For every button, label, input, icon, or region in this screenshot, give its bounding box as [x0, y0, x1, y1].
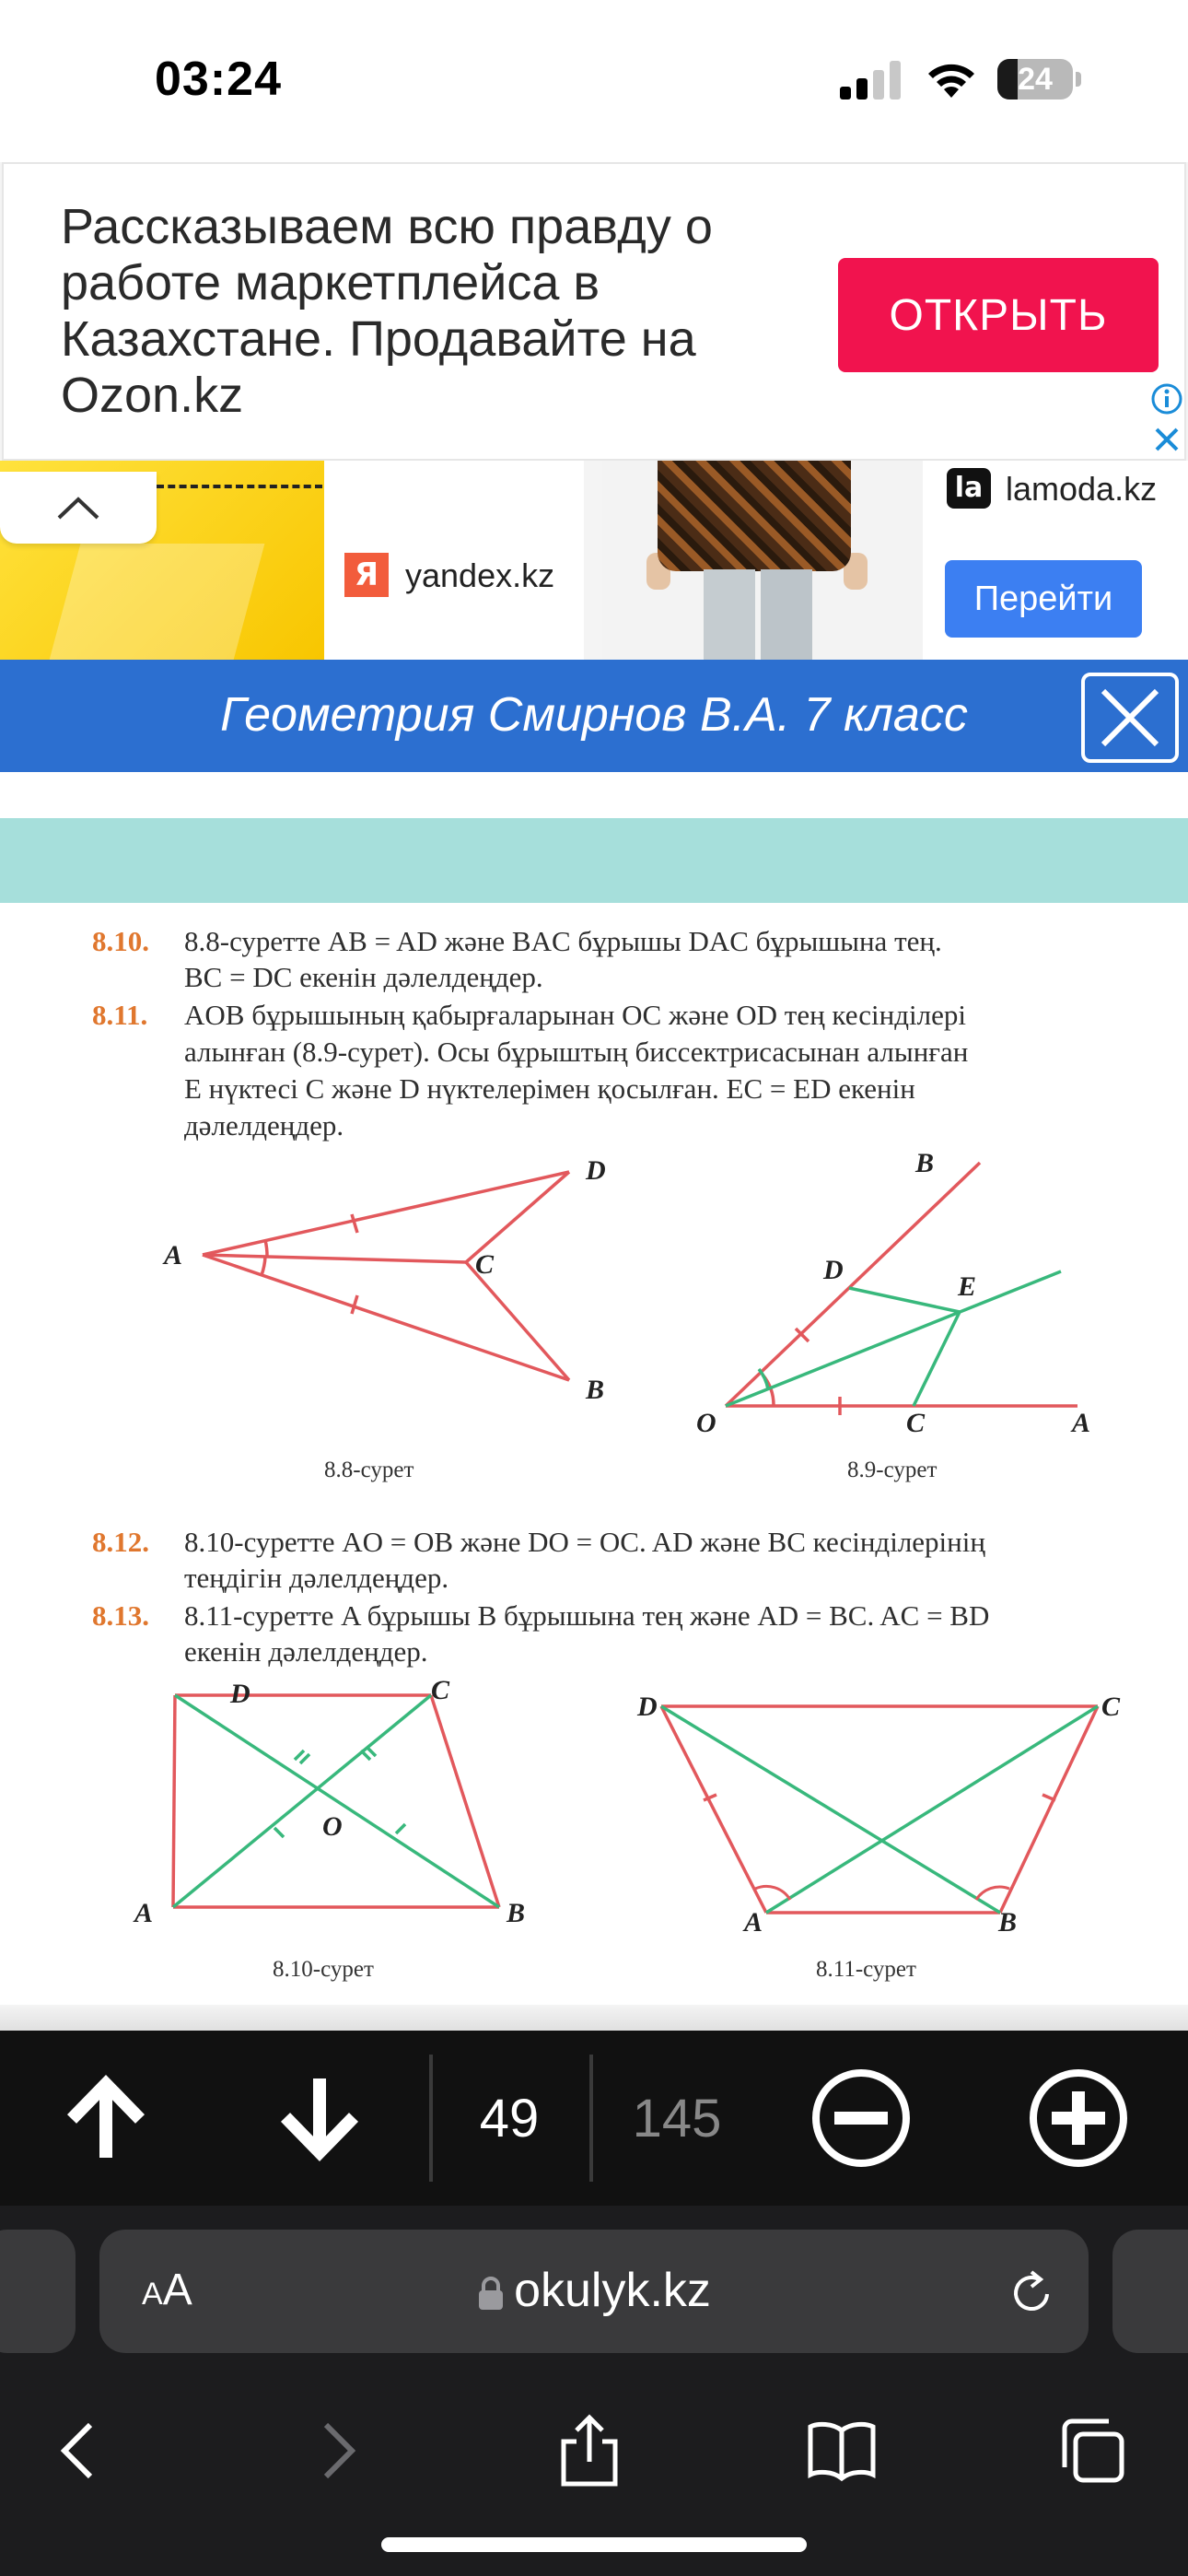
page-header-band: [0, 818, 1188, 903]
figure-8-10: [120, 1675, 553, 1933]
ad-close-icon[interactable]: [1149, 422, 1184, 457]
problem-text-line: дәлелдеңдер.: [184, 1109, 344, 1142]
arrow-up-icon: [55, 2067, 157, 2169]
ozon-ad-card[interactable]: [2, 162, 1186, 461]
figure-label: C: [475, 1249, 495, 1280]
figure-label: C: [906, 1408, 926, 1435]
problem-number: 8.11.: [92, 999, 148, 1031]
figure-caption: 8.9-сурет: [847, 1458, 938, 1482]
arrow-down-icon: [269, 2067, 370, 2169]
minus-circle-icon: [810, 2067, 912, 2169]
go-button[interactable]: Перейти: [945, 560, 1142, 638]
figure-8-9: [681, 1150, 1105, 1435]
ad-info-icon[interactable]: [1149, 381, 1184, 416]
url-text: okulyk.kz: [514, 2264, 711, 2317]
figure-label: C: [1101, 1692, 1121, 1722]
collapse-ad-button[interactable]: [0, 472, 157, 544]
chevron-up-icon: [55, 492, 101, 523]
wifi-icon: [924, 57, 979, 100]
forward-icon[interactable]: [300, 2414, 374, 2488]
problem-text-line: 8.11-суретте A бұрышы B бұрышына тең және AD = BC. AC = BD: [184, 1599, 990, 1632]
status-bar: [0, 0, 1188, 162]
problem-text-line: 8.10-суретте AO = OB және DO = OC. AD және BC кесінділерінің: [184, 1526, 985, 1558]
back-icon[interactable]: [42, 2414, 116, 2488]
figure-label: B: [998, 1907, 1018, 1933]
reload-icon[interactable]: [1006, 2266, 1057, 2318]
figure-label: B: [915, 1150, 935, 1178]
ad-banner: [0, 162, 1188, 461]
battery-icon: [997, 59, 1080, 100]
figure-8-11: [626, 1684, 1142, 1933]
figure-8-8: [147, 1159, 635, 1426]
figure-label: B: [507, 1898, 526, 1928]
problem-text-line: E нүктесі C және D нүктелерімен қосылған. EC = ED екенін: [184, 1072, 915, 1105]
problem-number: 8.12.: [92, 1526, 149, 1558]
figure-label: O: [322, 1811, 343, 1842]
figure-label: A: [1072, 1408, 1091, 1435]
figure-caption: 8.10-сурет: [273, 1957, 374, 1982]
yandex-logo-icon: Я: [344, 553, 389, 597]
total-pages: 145: [632, 2089, 722, 2149]
previous-tab-peek[interactable]: [0, 2230, 76, 2353]
figure-caption: 8.8-сурет: [324, 1458, 414, 1482]
figure-label: A: [164, 1240, 183, 1270]
ad-text: Рассказываем всю правду о работе маркетплейса в Казахстане. Продавайте на Ozon.kz: [61, 199, 713, 423]
document-page[interactable]: [0, 772, 1188, 2031]
home-indicator: [381, 2537, 807, 2552]
yandex-label: yandex.kz: [405, 556, 555, 594]
book-title: Геометрия Смирнов В.А. 7 класс: [220, 688, 968, 742]
ad-open-button[interactable]: ОТКРЫТЬ: [838, 258, 1159, 372]
problem-text-line: екенін дәлелдеңдер.: [184, 1635, 428, 1668]
close-reader-button[interactable]: [1081, 673, 1179, 763]
cellular-signal-icon: [840, 61, 904, 100]
current-page-number[interactable]: 49: [479, 2089, 540, 2149]
problem-text-line: теңдігін дәлелдеңдер.: [184, 1562, 449, 1594]
figure-label: D: [637, 1692, 658, 1722]
zoom-in-button[interactable]: [1028, 2067, 1129, 2169]
status-time: 03:24: [155, 53, 282, 106]
problem-text-line: AOB бұрышының қабырғаларынан OC және OD тең кесінділері: [184, 999, 966, 1031]
problem-number: 8.10.: [92, 925, 149, 957]
figure-label: D: [230, 1679, 250, 1709]
problem-text-line: 8.8-суретте AB = AD және BAC бұрышы DAC бұрышына тең.: [184, 925, 942, 957]
lamoda-label: lamoda.kz: [1006, 470, 1158, 508]
url-field[interactable]: [99, 2263, 1089, 2318]
lamoda-logo-icon: la: [947, 468, 991, 509]
reader-title-bar: [0, 660, 1188, 772]
figure-label: O: [696, 1408, 716, 1435]
problem-text-line: алынған (8.9-сурет). Осы бұрыштың биссектрисасынан алынған: [184, 1036, 969, 1068]
figure-label: E: [958, 1271, 977, 1302]
lamoda-ad-card[interactable]: [923, 461, 1188, 660]
reader-toolbar: [0, 2031, 1188, 2206]
safari-bottom-bar: [0, 2206, 1188, 2576]
problem-text-line: BC = DC екенін дәлелдеңдер.: [184, 961, 543, 993]
figure-label: A: [134, 1898, 154, 1928]
lock-icon: [477, 2275, 505, 2312]
next-tab-peek[interactable]: [1112, 2230, 1188, 2353]
plus-circle-icon: [1028, 2067, 1129, 2169]
close-icon: [1098, 687, 1162, 748]
figure-caption: 8.11-сурет: [816, 1957, 916, 1982]
tabs-icon[interactable]: [1055, 2414, 1129, 2488]
ad-carousel: [0, 461, 1188, 660]
figure-label: D: [586, 1159, 606, 1186]
yandex-ad-card[interactable]: [324, 461, 584, 660]
address-bar[interactable]: [99, 2230, 1089, 2353]
figure-label: A: [744, 1907, 763, 1933]
battery-level: 24: [1018, 62, 1053, 97]
next-page-button[interactable]: [269, 2067, 370, 2169]
zoom-out-button[interactable]: [810, 2067, 912, 2169]
figure-label: D: [823, 1255, 844, 1285]
share-icon[interactable]: [553, 2414, 626, 2488]
next-page-edge: [0, 2005, 1188, 2031]
previous-page-button[interactable]: [55, 2067, 157, 2169]
page-settings-button[interactable]: AA: [142, 2266, 192, 2314]
ad-image-jacket[interactable]: [602, 461, 923, 660]
bookmarks-icon[interactable]: [805, 2414, 879, 2488]
figure-label: B: [586, 1375, 605, 1405]
problem-number: 8.13.: [92, 1599, 149, 1632]
figure-label: C: [431, 1675, 450, 1705]
